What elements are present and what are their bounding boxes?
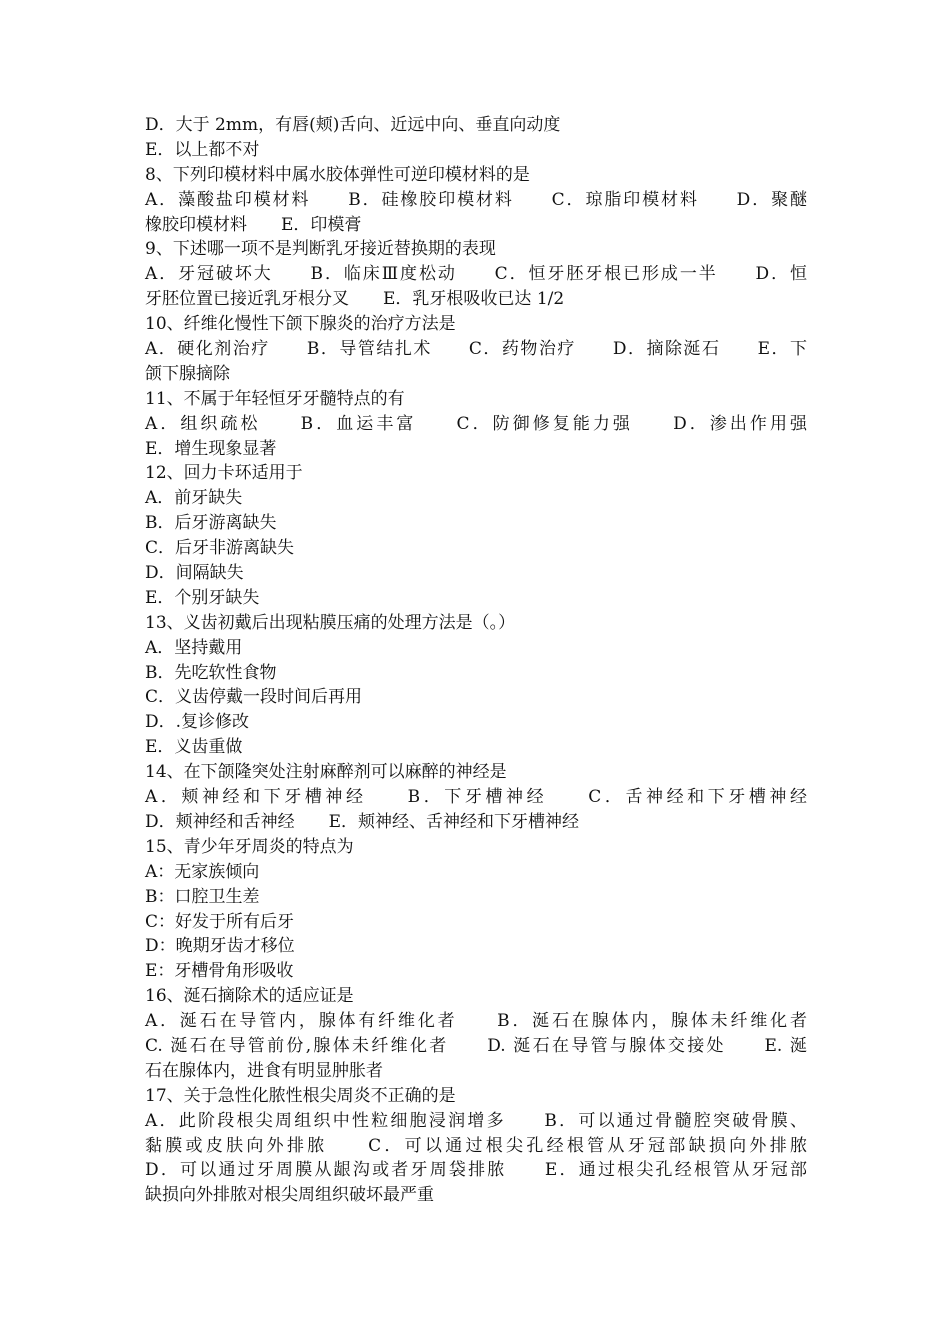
option-a: A：无家族倾向 [145, 861, 260, 882]
question-8-title: 8、下列印模材料中属水胶体弹性可逆印模材料的是 [145, 164, 530, 185]
option-b: B．后牙游离缺失 [145, 513, 277, 534]
question-14-options: A．颊神经和下牙槽神经 B．下牙槽神经 C．舌神经和下牙槽神经 [145, 787, 807, 808]
question-17-options-cont2: D．可以通过牙周膜从龈沟或者牙周袋排脓 E．通过根尖孔经根管从牙冠部 [145, 1160, 807, 1181]
question-17-options: A．此阶段根尖周组织中性粒细胞浸润增多 B．可以通过骨髓腔突破骨膜、 [145, 1110, 807, 1131]
option-d: D．.复诊修改 [145, 712, 250, 733]
option-a: A．坚持戴用 [145, 637, 243, 658]
option-e: E．义齿重做 [145, 737, 243, 758]
text-line: D．大于 2mm，有唇(颊)舌向、近远中向、垂直向动度 [145, 115, 561, 135]
question-8-options: A．藻酸盐印模材料 B．硅橡胶印模材料 C．琼脂印模材料 D．聚醚 [145, 189, 807, 210]
question-14-title: 14、在下颌隆突处注射麻醉剂可以麻醉的神经是 [145, 762, 507, 783]
option-e: E：牙槽骨角形吸收 [145, 961, 294, 982]
question-17-title: 17、关于急性化脓性根尖周炎不正确的是 [145, 1085, 456, 1106]
question-10-options: A．硬化剂治疗 B．导管结扎术 C．药物治疗 D．摘除涎石 E．下 [145, 339, 807, 360]
question-9-title: 9、下述哪一项不是判断乳牙接近替换期的表现 [145, 239, 496, 260]
option-d: D．间隔缺失 [145, 563, 244, 584]
question-12-title: 12、回力卡环适用于 [145, 463, 303, 484]
question-10-title: 10、纤维化慢性下颌下腺炎的治疗方法是 [145, 314, 456, 335]
option-b: B．先吃软性食物 [145, 662, 277, 683]
question-11-title: 11、不属于年轻恒牙牙髓特点的有 [145, 388, 405, 409]
document-page [145, 113, 807, 1208]
question-9-options: A．牙冠破坏大 B．临床Ⅲ度松动 C．恒牙胚牙根已形成一半 D．恒 [145, 264, 807, 285]
question-13-title: 13、义齿初戴后出现粘膜压痛的处理方法是（。） [145, 612, 516, 633]
question-10-options-cont: 颌下腺摘除 [145, 363, 230, 384]
question-16-options-cont: C. 涎石在导管前份,腺体未纤维化者 D. 涎石在导管与腺体交接处 E. 涎 [145, 1035, 807, 1056]
option-a: A．前牙缺失 [145, 488, 243, 509]
question-16-options-cont2: 石在腺体内，进食有明显肿胀者 [145, 1060, 383, 1081]
question-17-options-cont3: 缺损向外排脓对根尖周组织破坏最严重 [145, 1185, 434, 1206]
question-8-options-cont: 橡胶印模材料 E．印模膏 [145, 214, 362, 235]
question-17-options-cont: 黏膜或皮肤向外排脓 C．可以通过根尖孔经根管从牙冠部缺损向外排脓 [145, 1135, 807, 1156]
option-d: D：晚期牙齿才移位 [145, 936, 295, 957]
question-14-options-cont: D．颊神经和舌神经 E．颊神经、舌神经和下牙槽神经 [145, 811, 580, 832]
question-9-options-cont: 牙胚位置已接近乳牙根分叉 E．乳牙根吸收已达 1/2 [145, 289, 565, 310]
question-11-options-cont: E．增生现象显著 [145, 438, 277, 459]
option-e: E．个别牙缺失 [145, 587, 260, 608]
question-16-options: A．涎石在导管内，腺体有纤维化者 B．涎石在腺体内，腺体未纤维化者 [145, 1011, 807, 1032]
question-11-options: A．组织疏松 B．血运丰富 C．防御修复能力强 D．渗出作用强 [145, 413, 807, 434]
option-c: C．义齿停戴一段时间后再用 [145, 687, 363, 708]
question-16-title: 16、涎石摘除术的适应证是 [145, 986, 354, 1007]
question-15-title: 15、青少年牙周炎的特点为 [145, 836, 354, 857]
option-c: C．后牙非游离缺失 [145, 538, 295, 559]
text-line: E．以上都不对 [145, 139, 260, 160]
option-c: C：好发于所有后牙 [145, 911, 295, 932]
option-b: B：口腔卫生差 [145, 886, 260, 907]
